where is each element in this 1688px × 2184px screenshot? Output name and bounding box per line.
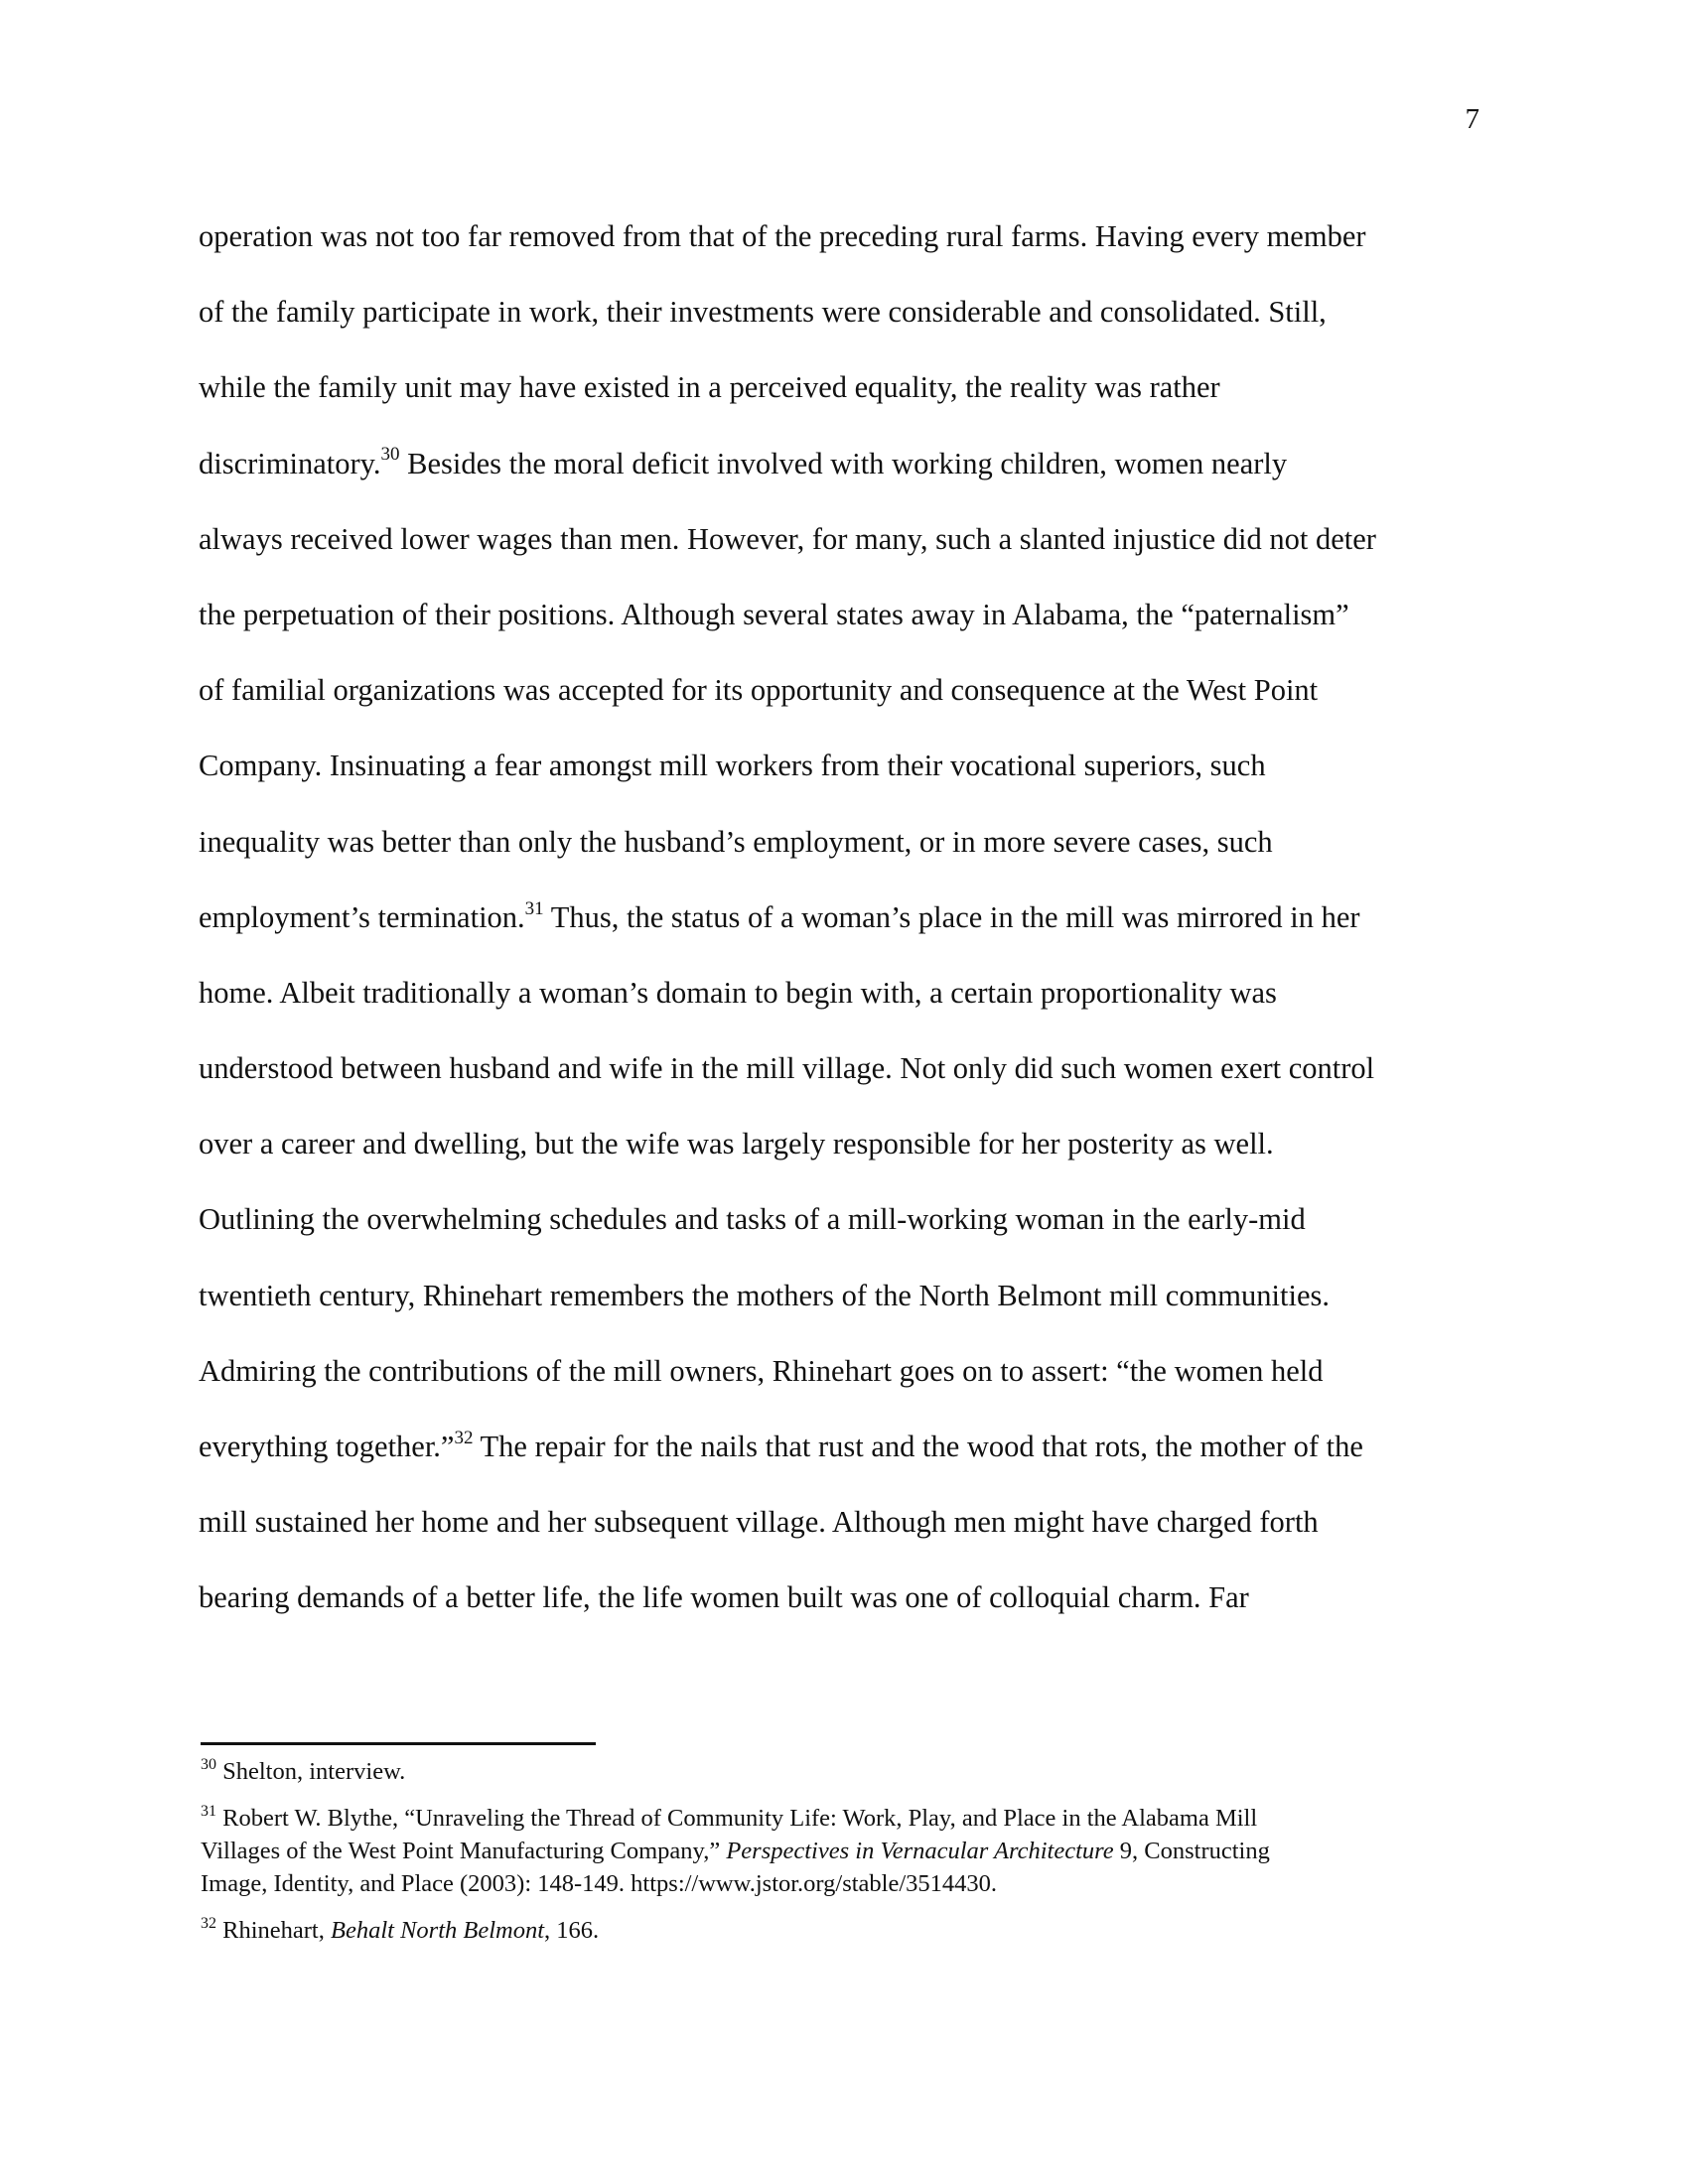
body-line-text: discriminatory.	[199, 446, 381, 480]
book-title: Behalt North Belmont	[331, 1917, 545, 1944]
footnote-30	[201, 1755, 1491, 1788]
body-line: Admiring the contributions of the mill owners, Rhinehart goes on to assert: “the women held	[199, 1353, 1324, 1388]
footnote-31	[201, 1802, 1491, 1900]
body-line-text: employment’s termination.	[199, 899, 525, 934]
body-line	[199, 426, 1499, 501]
footnote-line	[201, 1835, 1491, 1867]
footnote-ref-30[interactable]: 30	[380, 444, 400, 466]
footnote-line	[201, 1802, 1491, 1835]
body-line-text: Thus, the status of a woman’s place in the mill was mirrored in her	[543, 899, 1360, 934]
journal-title: Perspectives in Vernacular Architecture	[726, 1838, 1114, 1864]
body-line: Outlining the overwhelming schedules and tasks of a mill-working woman in the early-mid	[199, 1202, 1306, 1237]
footnotes	[201, 1755, 1491, 1961]
body-paragraph	[199, 199, 1499, 1636]
footnote-line: Image, Identity, and Place (2003): 148-149. https://www.jstor.org/stable/3514430.	[201, 1870, 998, 1897]
body-line: always received lower wages than men. However, for many, such a slanted injustice did not deter	[199, 521, 1376, 556]
body-line	[199, 880, 1499, 955]
body-line: Company. Insinuating a fear amongst mill workers from their vocational superiors, such	[199, 749, 1266, 783]
footnote-text: 9, Constructing	[1113, 1838, 1270, 1864]
body-line: of the family participate in work, their investments were considerable and consolidated. Still,	[199, 295, 1327, 330]
footnote-text: Villages of the West Point Manufacturing Company,”	[201, 1838, 727, 1864]
footnote-separator	[201, 1742, 596, 1745]
body-line: mill sustained her home and her subsequent village. Although men might have charged forth	[199, 1505, 1319, 1540]
body-line: understood between husband and wife in the mill village. Not only did such women exert control	[199, 1051, 1375, 1086]
body-line	[199, 1409, 1499, 1484]
footnote-number: 30	[201, 1755, 216, 1773]
footnote-ref-31[interactable]: 31	[524, 897, 544, 919]
page-number: 7	[1465, 103, 1479, 135]
footnote-text: Robert W. Blythe, “Unraveling the Thread of Community Life: Work, Play, and Place in the Alabama Mill	[216, 1805, 1258, 1832]
body-line: operation was not too far removed from that of the preceding rural farms. Having every member	[199, 219, 1366, 253]
footnote-number: 32	[201, 1914, 216, 1932]
body-line-text: The repair for the nails that rust and the wood that rots, the mother of the	[473, 1430, 1363, 1463]
footnote-text: Rhinehart,	[216, 1917, 331, 1944]
body-line: over a career and dwelling, but the wife was largely responsible for her posterity as well.	[199, 1127, 1274, 1161]
footnote-32	[201, 1914, 1491, 1947]
body-line: home. Albeit traditionally a woman’s domain to begin with, a certain proportionality was	[199, 975, 1277, 1010]
body-line: the perpetuation of their positions. Although several states away in Alabama, the “paternalism”	[199, 597, 1349, 631]
body-line: inequality was better than only the husband’s employment, or in more severe cases, such	[199, 824, 1273, 859]
body-line-text: everything together.”	[199, 1430, 455, 1463]
body-line-text: Besides the moral deficit involved with working children, women nearly	[399, 446, 1288, 480]
body-line: of familial organizations was accepted for its opportunity and consequence at the West Point	[199, 673, 1319, 708]
footnote-ref-32[interactable]: 32	[454, 1427, 474, 1448]
body-line: twentieth century, Rhinehart remembers the mothers of the North Belmont mill communities.	[199, 1278, 1330, 1312]
footnote-text: Shelton, interview.	[216, 1758, 406, 1785]
footnote-text: , 166.	[544, 1917, 600, 1944]
body-line: bearing demands of a better life, the life women built was one of colloquial charm. Far	[199, 1580, 1249, 1615]
footnote-number: 31	[201, 1802, 216, 1820]
body-line: while the family unit may have existed in a perceived equality, the reality was rather	[199, 370, 1220, 405]
